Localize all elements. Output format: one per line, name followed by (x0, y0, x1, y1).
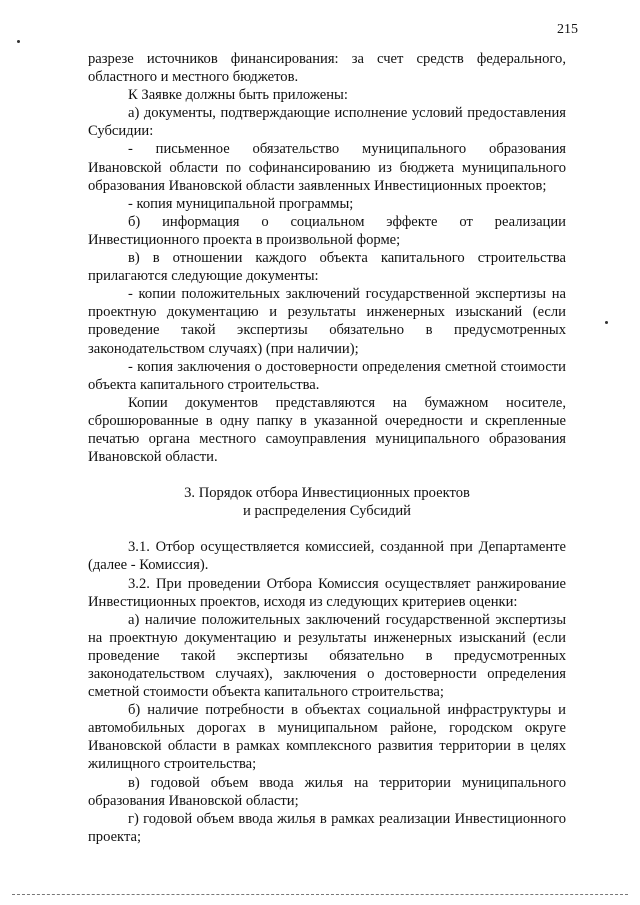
paragraph: а) документы, подтверждающие исполнение условий предоставления Субсидии: (88, 105, 566, 140)
paragraph: Копии документов представляются на бумажном носителе, сброшюрованные в одну папку в указанной очередности и скрепленные печатью органа местного самоуправления муниципального образования Ивановской области. (88, 394, 566, 466)
paragraph: разрезе источников финансирования: за счет средств федерального, областного и местного бюджетов. (88, 51, 566, 86)
paragraph: - копия заключения о достоверности определения сметной стоимости объекта капитального строительства. (88, 358, 566, 393)
section-heading-line1: 3. Порядок отбора Инвестиционных проектов (184, 485, 470, 502)
paragraph: г) годовой объем ввода жилья в рамках реализации Инвестиционного проекта; (88, 810, 566, 845)
paragraph: 3.2. При проведении Отбора Комиссия осуществляет ранжирование Инвестиционных проектов, исходя из следующих критериев оценки: (88, 575, 566, 610)
scan-edge-line (12, 894, 628, 895)
paragraph: - письменное обязательство муниципального образования Ивановской области по софинансированию из бюджета муниципального образования Ивановской области заявленных Инвестиционных проектов; (88, 141, 566, 194)
paragraph: а) наличие положительных заключений государственной экспертизы на проектную документацию и результаты инженерных изысканий (если проведение такой экспертизы обязательно в предусмотренных законодательством случаях), заключения о достоверности определения сметной стоимости объекта капитального строительства; (88, 611, 566, 701)
paragraph: 3.1. Отбор осуществляется комиссией, созданной при Департаменте (далее - Комиссия). (88, 539, 566, 574)
scan-speck (605, 321, 608, 324)
paragraph: б) информация о социальном эффекте от реализации Инвестиционного проекта в произвольной форме; (88, 213, 566, 248)
paragraph: - копии положительных заключений государственной экспертизы на проектную документацию и результаты инженерных изысканий (если проведение такой экспертизы обязательно в предусмотренных законодательством случаях) (при наличии); (88, 286, 566, 357)
paragraph: - копия муниципальной программы; (128, 195, 354, 212)
page-number: 215 (557, 22, 578, 37)
paragraph: К Заявке должны быть приложены: (128, 87, 348, 104)
scan-speck (17, 40, 20, 43)
paragraph: в) в отношении каждого объекта капитального строительства прилагаются следующие документы: (88, 250, 566, 285)
document-body (88, 50, 566, 846)
section-heading-line2: и распределения Субсидий (243, 503, 411, 520)
paragraph: б) наличие потребности в объектах социальной инфраструктуры и автомобильных дорогах в муниципальном районе, городском округе Ивановской области в рамках комплексного развития территории в целях жилищного строительства; (88, 702, 566, 773)
paragraph: в) годовой объем ввода жилья на территории муниципального образования Ивановской области; (88, 774, 566, 809)
